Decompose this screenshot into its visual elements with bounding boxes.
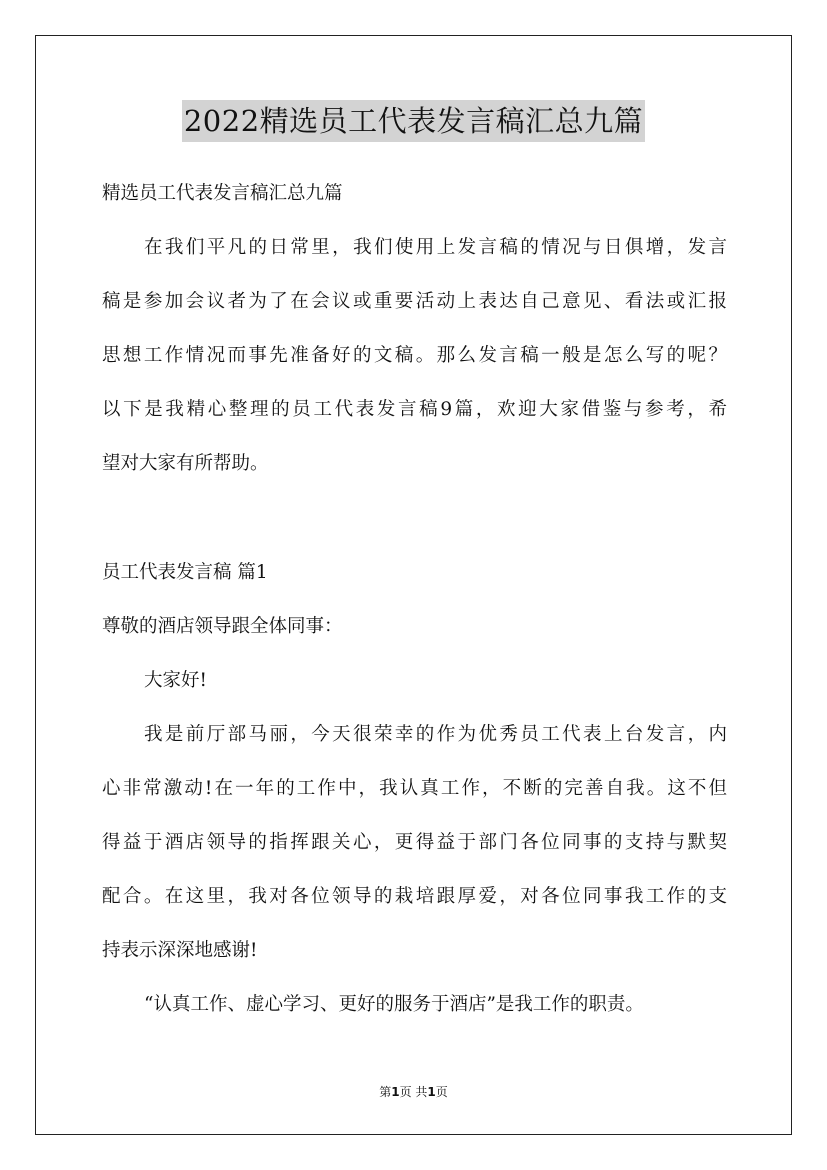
page-suffix: 页 <box>435 1085 448 1099</box>
page-current: 1 <box>391 1085 400 1099</box>
section-heading: 员工代表发言稿 篇1 <box>102 562 268 583</box>
document-subtitle: 精选员工代表发言稿汇总九篇 <box>102 183 343 204</box>
intro-line-2: 稿是参加会议者为了在会议或重要活动上表达自己意见、看法或汇报 <box>102 291 727 312</box>
title-container <box>0 100 827 142</box>
body-line-5: 持表示深深地感谢! <box>102 940 258 961</box>
closing-line: “认真工作、虚心学习、更好的服务于酒店”是我工作的职责。 <box>144 994 644 1015</box>
body-line-3: 得益于酒店领导的指挥跟关心，更得益于部门各位同事的支持与默契 <box>102 832 727 853</box>
intro-line-5: 望对大家有所帮助。 <box>102 453 269 474</box>
intro-line-4: 以下是我精心整理的员工代表发言稿9篇，欢迎大家借鉴与参考，希 <box>102 399 727 420</box>
greeting: 大家好! <box>144 670 207 691</box>
page-footer <box>0 1084 827 1100</box>
page-total: 1 <box>427 1085 436 1099</box>
page-prefix: 第 <box>379 1085 392 1099</box>
body-line-4: 配合。在这里，我对各位领导的栽培跟厚爱，对各位同事我工作的支 <box>102 886 727 907</box>
intro-line-3: 思想工作情况而事先准备好的文稿。那么发言稿一般是怎么写的呢？ <box>102 345 727 366</box>
salutation: 尊敬的酒店领导跟全体同事： <box>102 616 343 637</box>
intro-line-1: 在我们平凡的日常里，我们使用上发言稿的情况与日俱增，发言 <box>144 237 727 258</box>
body-line-1: 我是前厅部马丽，今天很荣幸的作为优秀员工代表上台发言，内 <box>144 724 727 745</box>
body-line-2: 心非常激动!在一年的工作中，我认真工作，不断的完善自我。这不但 <box>102 778 727 799</box>
document-title: 2022精选员工代表发言稿汇总九篇 <box>182 100 645 142</box>
page-mid: 页 共 <box>399 1085 428 1099</box>
